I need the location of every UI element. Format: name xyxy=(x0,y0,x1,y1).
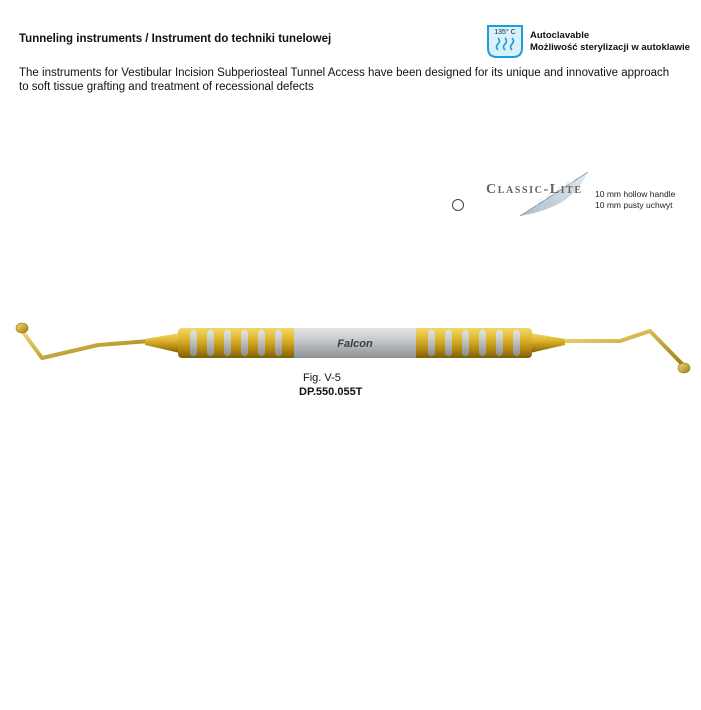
autoclave-line-2: Możliwość sterylizacji w autoklawie xyxy=(530,42,690,53)
handle-info xyxy=(595,189,675,211)
handle-option-radio[interactable] xyxy=(452,199,464,211)
description-line-1: The instruments for Vestibular Incision Subperiosteal Tunnel Access have been designed for its unique and innovative approach xyxy=(19,67,670,79)
autoclave-line-1: Autoclavable xyxy=(530,30,590,41)
autoclave-temperature: 135° C xyxy=(494,29,516,36)
description-line-2: to soft tissue grafting and treatment of recessional defects xyxy=(19,81,314,93)
classic-lite-logo: Classic-Lite xyxy=(486,182,583,197)
page-title: Tunneling instruments / Instrument do techniki tunelowej xyxy=(19,33,332,45)
description xyxy=(19,66,679,94)
handle-line-1: 10 mm hollow handle xyxy=(595,189,676,199)
autoclave-icon xyxy=(484,22,526,60)
brand-logo: Falcon xyxy=(337,338,373,350)
autoclave-info xyxy=(530,30,690,54)
figure-label: Fig. V-5 xyxy=(303,372,341,384)
product-code: DP.550.055T xyxy=(299,386,363,398)
handle-line-2: 10 mm pusty uchwyt xyxy=(595,200,673,210)
dental-instrument xyxy=(10,300,700,390)
